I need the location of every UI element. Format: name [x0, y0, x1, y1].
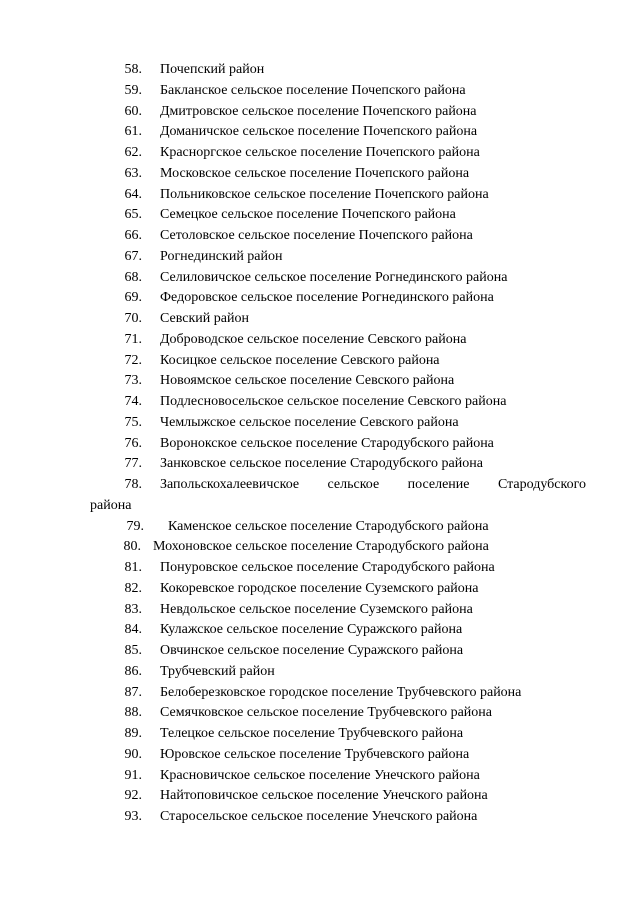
item-text: Московское сельское поселение Почепского района	[160, 165, 470, 181]
item-number: 89.	[124, 726, 142, 741]
item-number: 66.	[124, 228, 142, 243]
list-item	[0, 558, 640, 579]
item-text: Кулажское сельское поселение Суражского района	[160, 622, 463, 638]
item-number: 73.	[124, 373, 142, 389]
list-item	[0, 413, 640, 434]
item-word: Запольскохалеевичское	[160, 477, 300, 492]
item-number: 71.	[124, 331, 142, 347]
list-item	[0, 102, 640, 123]
item-number: 86.	[124, 663, 142, 679]
list-item	[0, 371, 640, 392]
item-text	[160, 475, 586, 496]
item-text: Красноргское сельское поселение Почепского района	[160, 145, 480, 160]
item-number: 90.	[124, 746, 142, 762]
item-number: 62.	[124, 145, 142, 160]
list-item	[0, 205, 640, 226]
item-number: 58.	[124, 62, 142, 77]
list-item	[0, 454, 640, 475]
list-item	[0, 766, 640, 787]
item-text: Старосельское сельское поселение Унечского района	[160, 809, 478, 824]
item-text: Севский район	[160, 311, 249, 326]
list-item	[0, 745, 640, 766]
list-item	[0, 143, 640, 164]
item-number: 64.	[124, 186, 142, 202]
item-number: 84.	[124, 622, 142, 638]
list-item	[0, 724, 640, 745]
list-item	[0, 807, 640, 828]
item-text: Доманичское сельское поселение Почепского района	[160, 124, 478, 140]
list-item	[0, 620, 640, 641]
item-number: 83.	[124, 601, 142, 617]
item-number: 75.	[124, 414, 142, 430]
list-item	[0, 122, 640, 143]
item-text: Занковское сельское поселение Стародубского района	[160, 456, 483, 472]
item-text: Сетоловское сельское поселение Почепского района	[160, 228, 473, 243]
list-item	[0, 600, 640, 621]
item-number: 87.	[124, 684, 142, 700]
item-text: Польниковское сельское поселение Почепского района	[160, 186, 489, 202]
item-text: Селиловичское сельское поселение Рогнединского района	[160, 269, 508, 285]
list-item	[0, 392, 640, 413]
item-text: Телецкое сельское поселение Трубчевского района	[160, 726, 464, 741]
item-word: поселение	[407, 477, 470, 492]
item-text-continuation: района	[90, 497, 132, 513]
item-text: Найтоповичское сельское поселение Унечского района	[160, 788, 488, 804]
item-number: 60.	[124, 103, 142, 119]
item-text: Каменское сельское поселение Стародубского района	[168, 518, 489, 534]
item-number: 85.	[124, 643, 142, 658]
item-number: 82.	[124, 580, 142, 596]
item-text: Красновичское сельское поселение Унечского района	[160, 767, 480, 783]
item-text: Семячковское сельское поселение Трубчевского района	[160, 705, 493, 721]
item-word: сельское	[327, 477, 380, 492]
list-item	[0, 226, 640, 247]
item-number: 81.	[124, 560, 142, 575]
list-item	[0, 81, 640, 102]
item-number: 63.	[124, 165, 142, 181]
item-text: Белоберезковское городское поселение Трубчевского района	[160, 684, 522, 700]
list-item	[0, 351, 640, 372]
item-text: Понуровское сельское поселение Стародубского района	[160, 560, 495, 575]
item-number: 74.	[124, 394, 142, 409]
list-item	[0, 537, 640, 558]
item-text: Семецкое сельское поселение Почепского района	[160, 207, 456, 223]
list-item-justified	[0, 475, 640, 496]
item-number: 72.	[124, 352, 142, 368]
list-item	[0, 185, 640, 206]
item-number: 69.	[124, 290, 142, 306]
list-item	[0, 579, 640, 600]
item-number: 76.	[124, 435, 142, 451]
item-text: Овчинское сельское поселение Суражского района	[160, 643, 464, 658]
item-text: Невдольское сельское поселение Суземского района	[160, 601, 473, 617]
item-number: 93.	[124, 809, 142, 824]
list-item	[0, 164, 640, 185]
item-text: Доброводское сельское поселение Севского района	[160, 331, 467, 347]
list-item	[0, 786, 640, 807]
list-item	[0, 309, 640, 330]
item-text: Бакланское сельское поселение Почепского района	[160, 82, 466, 98]
list-item	[0, 683, 640, 704]
item-number: 91.	[124, 767, 142, 783]
item-text: Кокоревское городское поселение Суземского района	[160, 580, 479, 596]
item-text: Федоровское сельское поселение Рогнединского района	[160, 290, 494, 306]
item-text: Чемлыжское сельское поселение Севского района	[160, 414, 459, 430]
item-text: Мохоновское сельское поселение Стародубского района	[153, 539, 489, 555]
item-text: Почепский район	[160, 62, 265, 77]
item-number: 61.	[124, 124, 142, 140]
item-number: 78.	[124, 477, 142, 492]
item-text: Воронокское сельское поселение Стародубского района	[160, 435, 494, 451]
item-number: 88.	[124, 705, 142, 721]
list-item	[0, 703, 640, 724]
item-text: Юровское сельское поселение Трубчевского района	[160, 746, 470, 762]
list-item	[0, 60, 640, 81]
item-number: 77.	[124, 456, 142, 472]
list-item	[0, 330, 640, 351]
item-number: 92.	[124, 788, 142, 804]
item-text: Трубчевский район	[160, 663, 275, 679]
item-number: 80.	[123, 539, 141, 555]
item-text: Рогнединский район	[160, 248, 283, 264]
list-item	[0, 268, 640, 289]
item-number: 67.	[124, 248, 142, 264]
list-item	[0, 517, 640, 538]
list-item	[0, 641, 640, 662]
item-number: 65.	[124, 207, 142, 223]
list-item	[0, 434, 640, 455]
settlement-list	[0, 60, 640, 828]
list-item	[0, 662, 640, 683]
item-text: Косицкое сельское поселение Севского района	[160, 352, 440, 368]
list-item-continuation	[0, 496, 640, 517]
list-item	[0, 288, 640, 309]
item-number: 59.	[124, 82, 142, 98]
item-number: 70.	[124, 311, 142, 326]
item-word: Стародубского	[497, 477, 586, 492]
item-text: Подлесновосельское сельское поселение Севского района	[160, 394, 507, 409]
list-item	[0, 247, 640, 268]
item-text: Новоямское сельское поселение Севского района	[160, 373, 455, 389]
item-number: 79.	[126, 518, 144, 534]
item-number: 68.	[124, 269, 142, 285]
item-text: Дмитровское сельское поселение Почепского района	[160, 103, 477, 119]
